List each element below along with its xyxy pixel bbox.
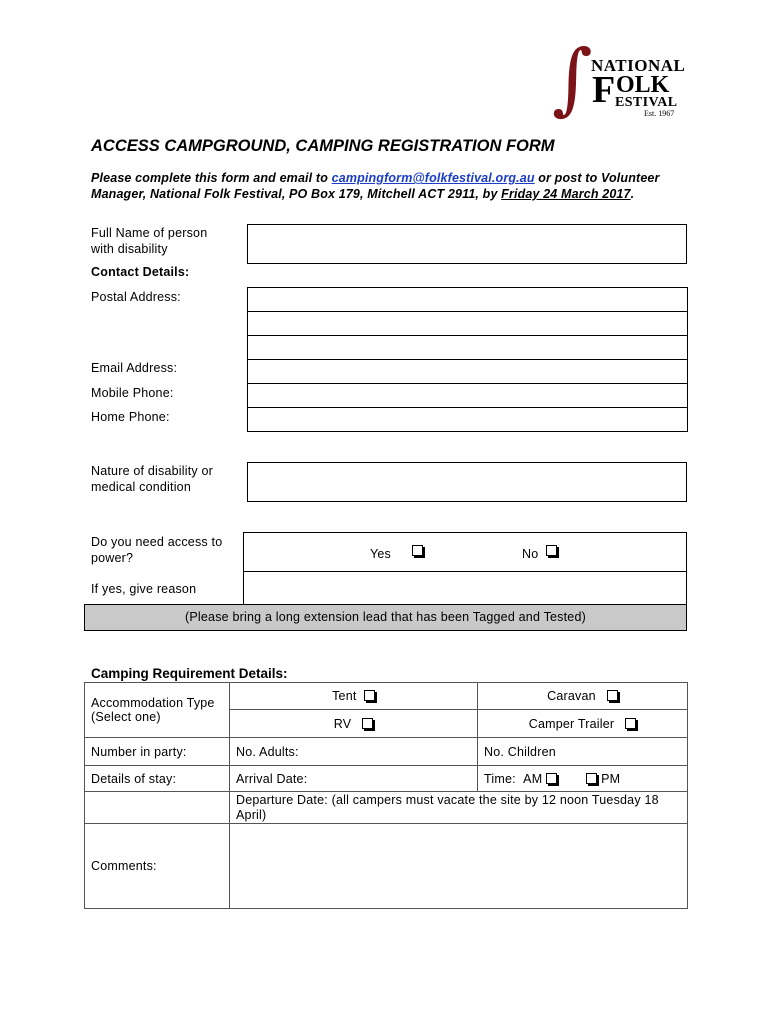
- postal-label: Postal Address:: [91, 290, 181, 304]
- children-field[interactable]: No. Children: [478, 738, 688, 766]
- tent-checkbox[interactable]: [364, 690, 375, 701]
- power-no-label: No: [522, 547, 539, 561]
- comments-label: Comments:: [85, 824, 230, 909]
- email-field[interactable]: [247, 359, 688, 384]
- instructions: [91, 170, 676, 202]
- am-checkbox[interactable]: [546, 773, 557, 784]
- logo-national: NATIONAL: [591, 56, 686, 75]
- pm-checkbox[interactable]: [586, 773, 597, 784]
- contact-details-heading: Contact Details:: [91, 265, 190, 279]
- nature-label: Nature of disability or medical condition: [91, 464, 214, 494]
- power-yes-label: Yes: [370, 547, 391, 561]
- camping-table: [84, 682, 688, 909]
- logo-big-f: F: [592, 69, 616, 111]
- camper-trailer-option[interactable]: Camper Trailer: [478, 710, 688, 738]
- caravan-option[interactable]: Caravan: [478, 683, 688, 710]
- power-question: Do you need access to power?: [91, 535, 223, 565]
- full-name-field[interactable]: [247, 224, 687, 264]
- rv-checkbox[interactable]: [362, 718, 373, 729]
- tent-option[interactable]: Tent: [230, 683, 478, 710]
- logo-estival: ESTIVAL: [615, 95, 678, 110]
- reason-label: If yes, give reason: [91, 582, 197, 596]
- adults-field[interactable]: No. Adults:: [230, 738, 478, 766]
- page-title: ACCESS CAMPGROUND, CAMPING REGISTRATION FORM: [91, 137, 555, 155]
- logo-est: Est. 1967: [644, 109, 675, 118]
- camping-heading: Camping Requirement Details:: [91, 666, 288, 681]
- mobile-field[interactable]: [247, 383, 688, 408]
- extension-note: (Please bring a long extension lead that has been Tagged and Tested): [84, 604, 687, 631]
- number-in-party-label: Number in party:: [85, 738, 230, 766]
- email-label: Email Address:: [91, 361, 178, 375]
- full-name-label: Full Name of person with disability: [91, 226, 208, 256]
- postal-field-3[interactable]: [247, 335, 688, 360]
- reason-field[interactable]: [243, 571, 687, 605]
- logo-swash-icon: ∫: [552, 34, 593, 124]
- mobile-label: Mobile Phone:: [91, 386, 174, 400]
- power-box: [243, 532, 687, 572]
- nature-field[interactable]: [247, 462, 687, 502]
- empty-cell: [85, 792, 230, 824]
- festival-logo: [552, 34, 692, 130]
- power-yes-checkbox[interactable]: [412, 545, 423, 556]
- power-no-checkbox[interactable]: [546, 545, 557, 556]
- time-field[interactable]: Time: AM PM: [478, 766, 688, 792]
- comments-field[interactable]: [230, 824, 688, 909]
- postal-field-2[interactable]: [247, 311, 688, 336]
- instructions-text-1: Please complete this form and email to: [91, 171, 332, 185]
- home-phone-label: Home Phone:: [91, 410, 170, 424]
- postal-field-1[interactable]: [247, 287, 688, 312]
- instructions-end: .: [630, 187, 635, 201]
- camper-trailer-checkbox[interactable]: [625, 718, 636, 729]
- departure-date-field[interactable]: Departure Date: (all campers must vacate the site by 12 noon Tuesday 18 April): [230, 792, 688, 824]
- accommodation-label: Accommodation Type (Select one): [85, 683, 230, 738]
- instructions-text-2: or post to Volunteer Manager, National Folk Festival, PO Box 179, Mitchell ACT 2911, by: [91, 171, 660, 201]
- arrival-date-field[interactable]: Arrival Date:: [230, 766, 478, 792]
- logo-olk: OLK: [616, 72, 670, 98]
- home-phone-field[interactable]: [247, 407, 688, 432]
- caravan-checkbox[interactable]: [607, 690, 618, 701]
- rv-option[interactable]: RV: [230, 710, 478, 738]
- details-of-stay-label: Details of stay:: [85, 766, 230, 792]
- deadline: Friday 24 March 2017: [501, 187, 631, 201]
- email-link[interactable]: campingform@folkfestival.org.au: [331, 171, 535, 185]
